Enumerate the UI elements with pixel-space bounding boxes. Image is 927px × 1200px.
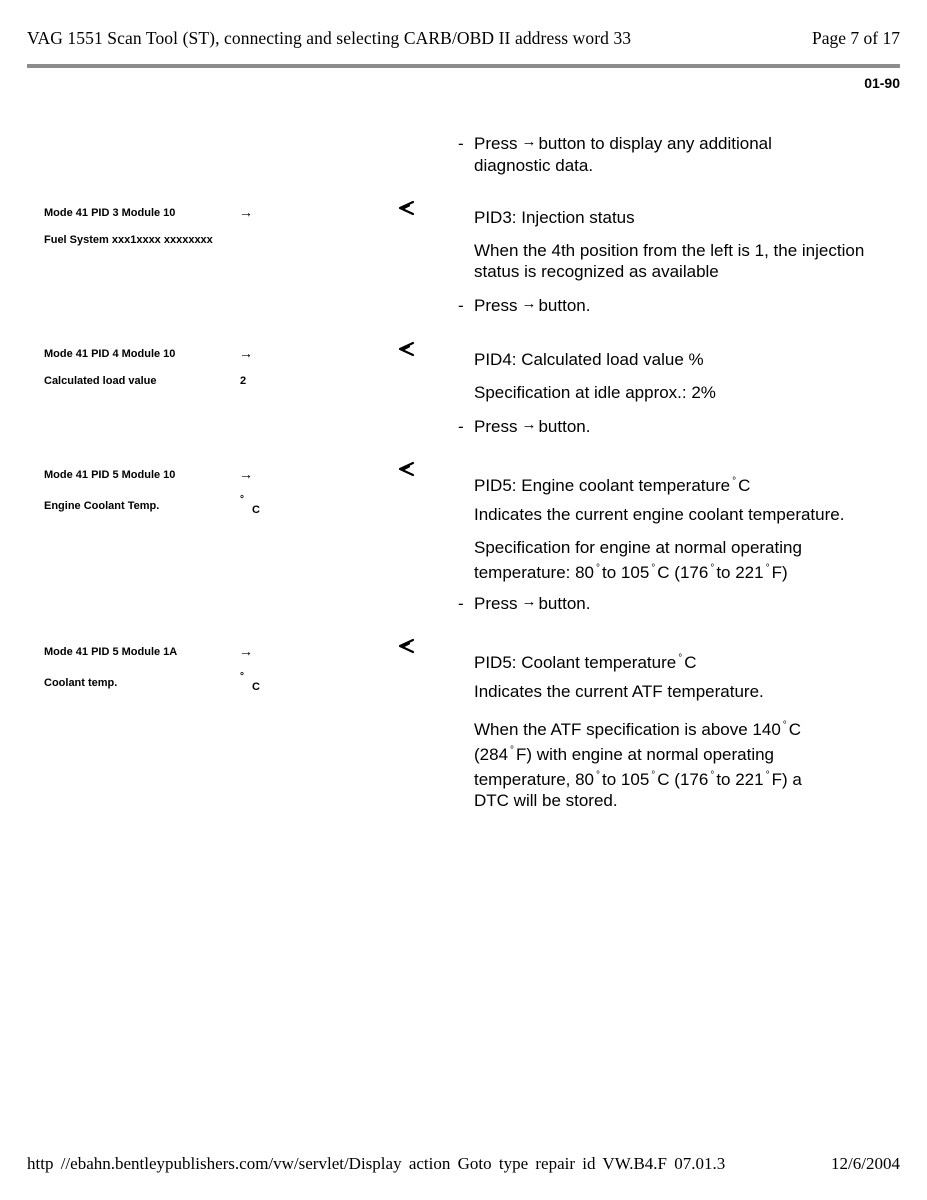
degree-symbol: ° [651,563,656,574]
display-line-1: Mode 41 PID 5 Module 1A [44,646,178,658]
spec-line-1: Specification for engine at normal operating [474,538,802,557]
spec-text: to 221 [716,563,764,582]
display-unit: C [252,504,260,516]
degree-symbol: ° [710,563,715,574]
degree-symbol: ° [732,476,737,487]
press-label: Press [474,134,518,153]
title-text: PID5: Coolant temperature [474,653,677,672]
degree-symbol: ° [782,720,787,731]
display-value: 2 [240,375,247,387]
reference-pointer-icon [398,638,416,656]
degree-symbol: ° [651,770,656,781]
title-unit: C [738,476,751,495]
section-number: 01-90 [864,75,900,91]
atf-warning [474,715,894,811]
degree-symbol: ° [240,671,244,682]
display-arrow-icon: → [239,345,253,361]
spec-text: to 105 [602,563,650,582]
atf-text: (284 [474,745,509,764]
reference-pointer-icon [398,341,416,359]
bullet-dash: - [458,296,464,315]
display-arrow-icon: → [239,643,253,659]
display-line-2: Coolant temp. [44,677,118,689]
footer-date: 12/6/2004 [831,1154,900,1173]
press-rest: button. [538,296,591,315]
pid3-description: When the 4th position from the left is 1, the injection status is recognized as available [474,241,865,281]
display-unit: C [252,681,260,693]
atf-text: DTC will be stored. [474,791,618,810]
spec-text: temperature: 80 [474,563,595,582]
pid3-title: PID3: Injection status [474,208,635,227]
display-line-1: Mode 41 PID 5 Module 10 [44,469,176,481]
pid5-coolant-description: Indicates the current ATF temperature. [474,682,764,701]
atf-text: F) a [771,770,802,789]
bullet-dash: - [458,417,464,436]
intro-rest-2: diagnostic data. [474,156,594,175]
atf-text: C [788,720,802,739]
display-line-2: Engine Coolant Temp. [44,500,160,512]
reference-pointer-icon [398,461,416,479]
press-label: Press [474,594,518,613]
press-label: Press [474,296,518,315]
right-arrow-icon: → [521,133,537,150]
press-instruction [474,593,894,615]
atf-text: to 105 [602,770,650,789]
degree-symbol: ° [596,770,601,781]
press-rest: button. [538,594,591,613]
right-arrow-icon: → [521,593,537,610]
right-arrow-icon: → [521,295,537,312]
intro-rest-1: button to display any additional [538,134,772,153]
atf-text: When the ATF specification is above 140 [474,720,781,739]
display-line-1: Mode 41 PID 4 Module 10 [44,348,176,360]
display-line-2: Calculated load value [44,375,157,387]
bullet-dash: - [458,134,464,153]
atf-text: to 221 [716,770,764,789]
pid4-spec: Specification at idle approx.: 2% [474,383,716,402]
degree-symbol: ° [678,653,683,664]
pid4-title: PID4: Calculated load value % [474,350,704,369]
degree-symbol: ° [710,770,715,781]
pid5-title [474,471,894,496]
spec-text: C (176 [657,563,709,582]
spec-text: F) [771,563,788,582]
right-arrow-icon: → [521,416,537,433]
pid5-description: Indicates the current engine coolant temperature. [474,505,845,524]
bullet-dash: - [458,594,464,613]
degree-symbol: ° [510,745,515,756]
display-arrow-icon: → [239,204,253,220]
degree-symbol: ° [765,563,770,574]
pid5-spec [474,537,894,583]
press-label: Press [474,417,518,436]
pid5-coolant-title [474,648,894,673]
footer-url[interactable]: http //ebahn.bentleypublishers.com/vw/servlet/Display action Goto type repair id VW.B4.F 07.01.3 [27,1154,726,1173]
title-text: PID5: Engine coolant temperature [474,476,731,495]
atf-text: F) with engine at normal operating [516,745,775,764]
atf-text: C (176 [657,770,709,789]
degree-symbol: ° [240,494,244,505]
display-line-2: Fuel System xxx1xxxx xxxxxxxx [44,234,213,246]
degree-symbol: ° [596,563,601,574]
display-arrow-icon: → [239,466,253,482]
page-number: Page 7 of 17 [812,28,900,48]
document-title: VAG 1551 Scan Tool (ST), connecting and selecting CARB/OBD II address word 33 [27,28,632,48]
degree-symbol: ° [765,770,770,781]
header-rule [27,64,900,68]
press-instruction [474,416,894,438]
title-unit: C [684,653,697,672]
press-instruction [474,295,894,317]
display-line-1: Mode 41 PID 3 Module 10 [44,207,176,219]
press-rest: button. [538,417,591,436]
intro-text [474,133,894,176]
atf-text: temperature, 80 [474,770,595,789]
reference-pointer-icon [398,200,416,218]
